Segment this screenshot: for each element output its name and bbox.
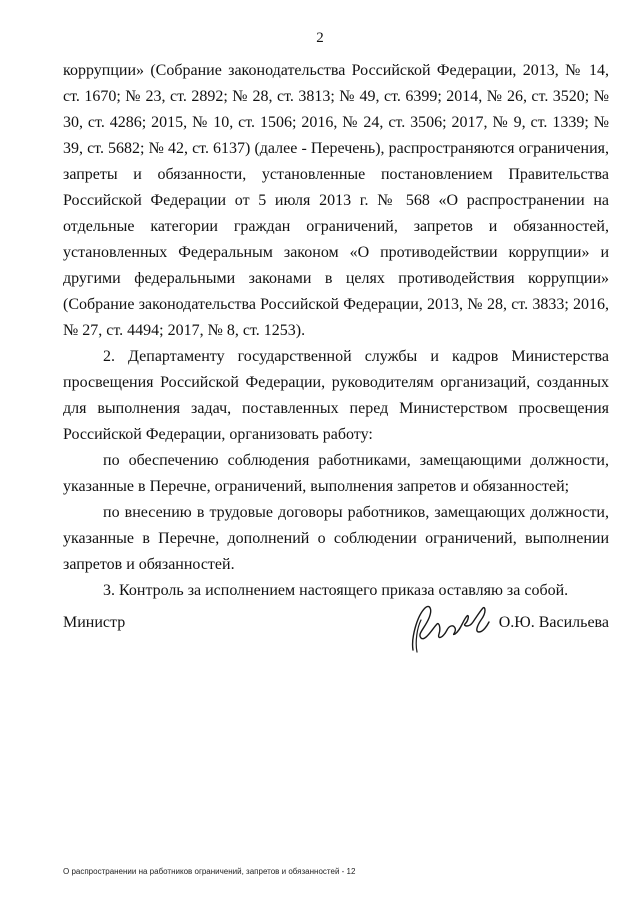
signatory-name: О.Ю. Васильева (498, 614, 609, 631)
paragraph-subitem-1: по обеспечению соблюдения работниками, замещающими должности, указанные в Перечне, ограничений, выполнения запретов и обязанностей; (63, 452, 609, 495)
paragraph-subitem-2: по внесению в трудовые договоры работников, замещающих должности, указанные в Перечне, дополнений о соблюдении ограничений, выполнении запретов и обязанностей. (63, 504, 609, 573)
signature-block (63, 606, 609, 656)
paragraph-item-3: 3. Контроль за исполнением настоящего приказа оставляю за собой. (103, 582, 569, 599)
paragraph-item-2: 2. Департаменту государственной службы и кадров Министерства просвещения Российской Федерации, руководителям организаций, созданных для выполнения задач, поставленных перед Министерством просвещения Российской Федерации, организовать работу: (63, 348, 609, 443)
document-body (63, 58, 609, 604)
handwritten-signature (403, 598, 503, 658)
signatory-title: Министр (63, 614, 126, 631)
page-number: 2 (316, 30, 324, 46)
document-footer: О распространении на работников ограничений, запретов и обязанностей - 12 (63, 867, 356, 876)
paragraph-continuation: коррупции» (Собрание законодательства Российской Федерации, 2013, № 14, ст. 1670; № 23, ст. 2892; № 28, ст. 3813; № 49, ст. 6399; 2014, № 26, ст. 3520; № 30, ст. 4286; 2015, № 10, ст. 1506; 2016, № 24, ст. 3506; 2017, № 9, ст. 1339; № 39, ст. 5682; № 42, ст. 6137) (далее - Перечень), распространяются ограничения, запреты и обязанности, установленные постановлением Правительства Российской Федерации от 5 июля 2013 г. № 568 «О распространении на отдельные категории граждан ограничений, запретов и обязанностей, установленных Федеральным законом «О противодействии коррупции» и другими федеральными законами в целях противодействия коррупции» (Собрание законодательства Российской Федерации, 2013, № 28, ст. 3833; 2016, № 27, ст. 4494; 2017, № 8, ст. 1253). (63, 62, 609, 339)
